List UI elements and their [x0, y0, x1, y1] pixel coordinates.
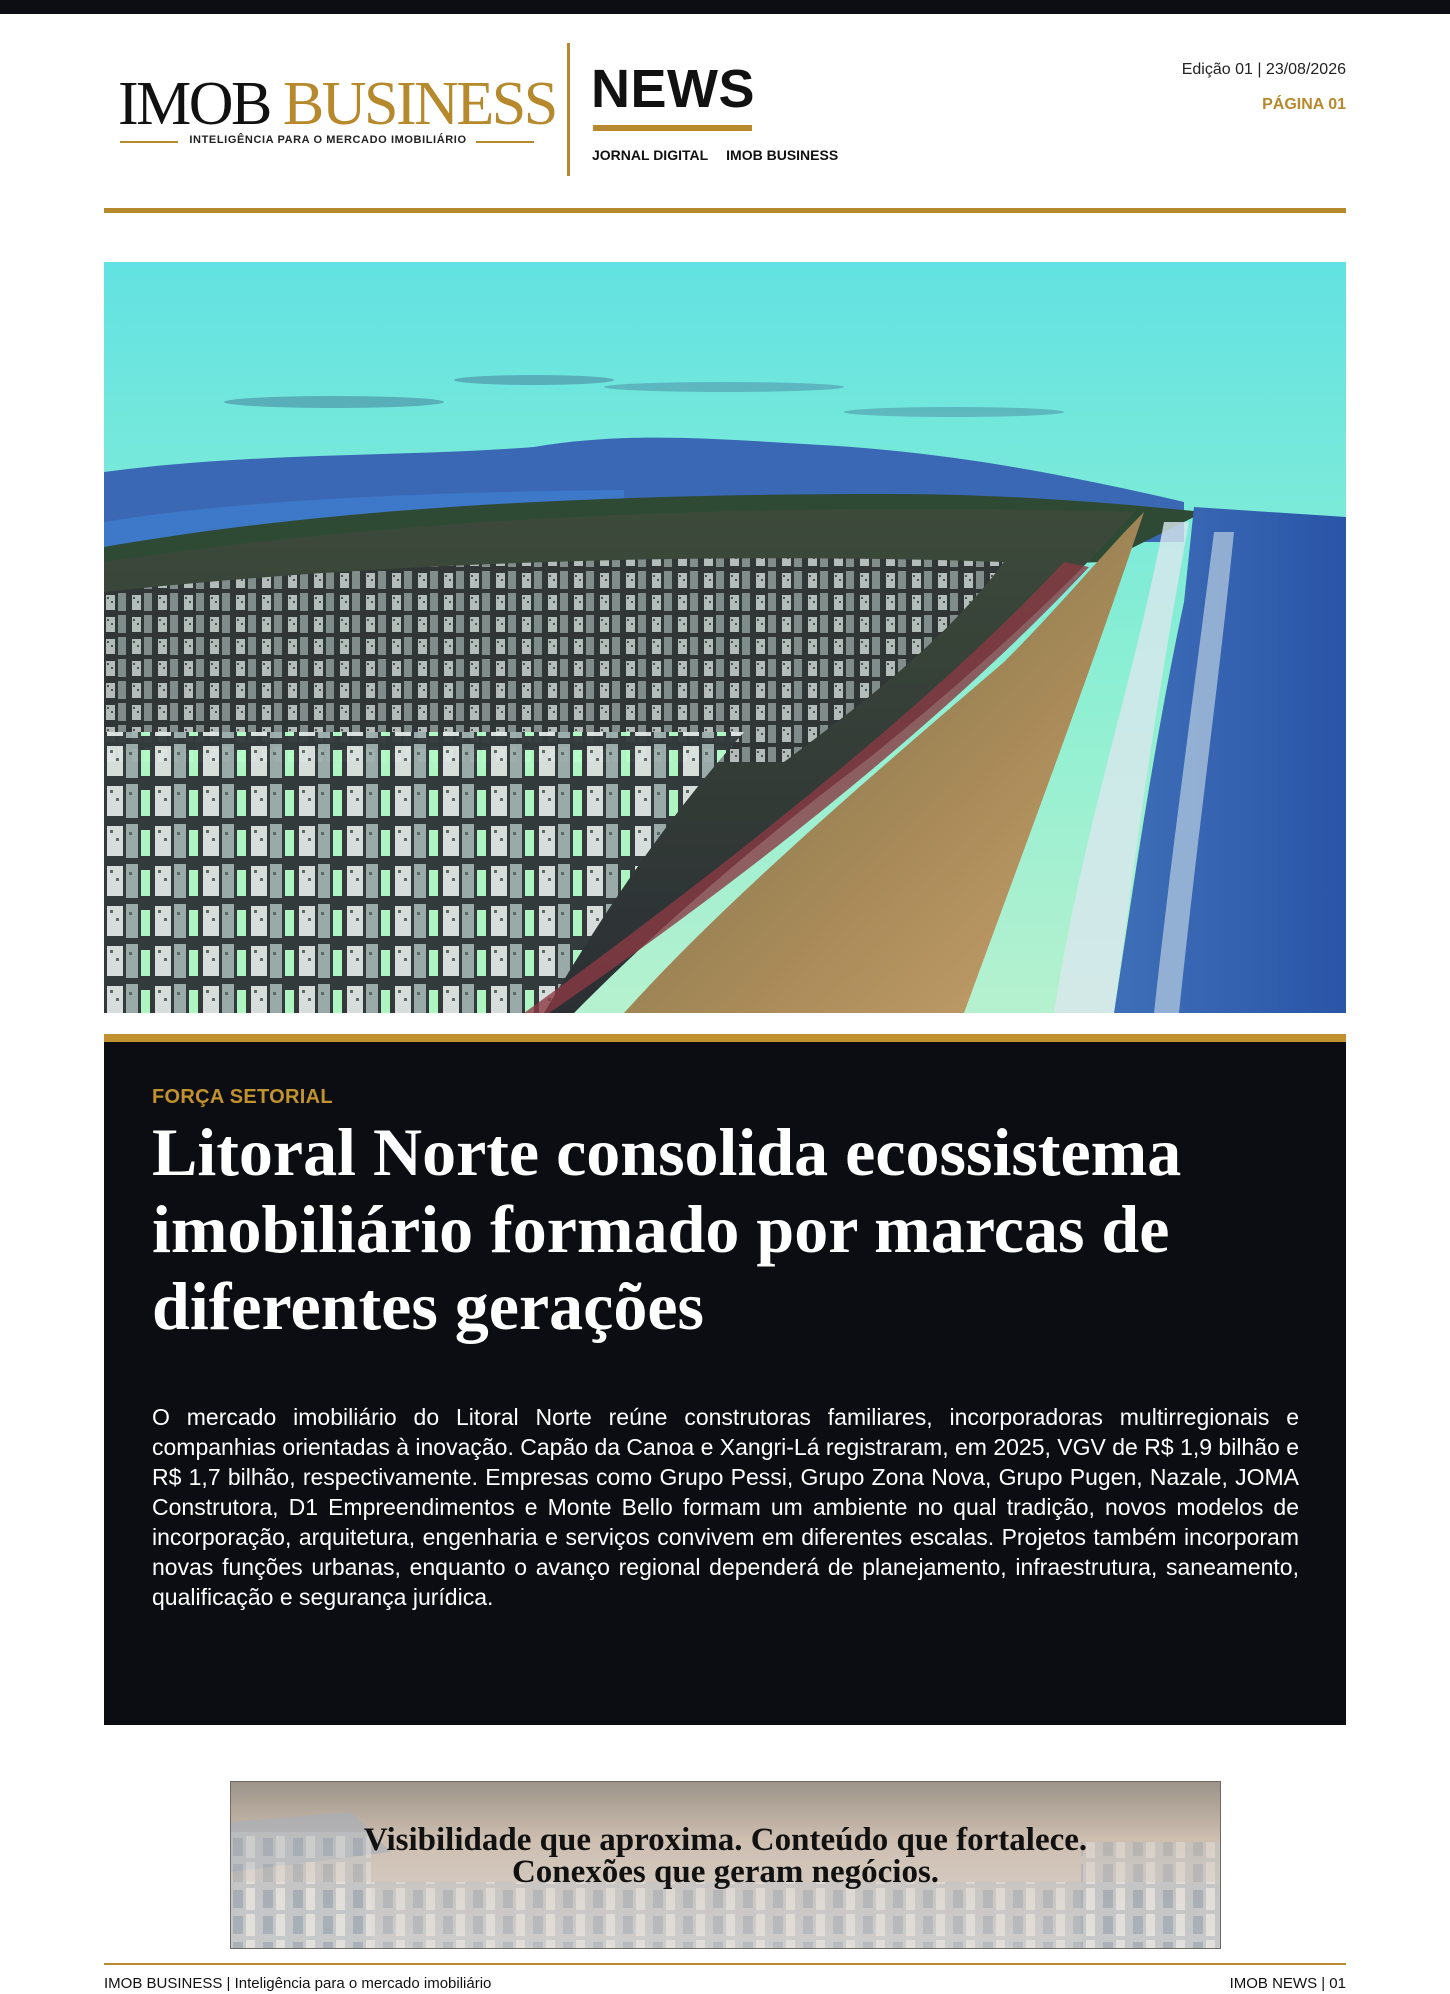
article-kicker: FORÇA SETORIAL — [152, 1086, 333, 1108]
article-panel — [104, 1042, 1346, 1725]
top-bar — [0, 0, 1450, 14]
section-title: NEWS — [591, 59, 755, 119]
hero-aerial-city-image — [104, 262, 1346, 1013]
edition-date: Edição 01 | 23/08/2026 — [1181, 61, 1346, 78]
masthead-divider — [567, 43, 570, 176]
section-title-underline — [593, 125, 752, 131]
logo-business-text: BUSINESS — [282, 70, 556, 138]
logo-tagline-line-left — [120, 141, 178, 143]
article-gold-strip — [104, 1034, 1346, 1042]
page-number-label: PÁGINA 01 — [1262, 96, 1346, 113]
banner-slogan-line-2: Conexões que geram negócios. — [511, 1854, 940, 1890]
banner-slogan — [231, 1824, 1220, 1888]
article-headline: Litoral Norte consolida ecossistema imobiliário formado por marcas de diferentes gerações — [152, 1114, 1182, 1344]
footer-publication: IMOB BUSINESS | Inteligência para o mercado imobiliário — [104, 1975, 492, 1992]
footer-page-number: IMOB NEWS | 01 — [1229, 1975, 1346, 1992]
logo-tagline-row — [118, 132, 534, 150]
imob-business-logo — [118, 70, 556, 156]
masthead-rule — [104, 208, 1346, 213]
logo-tagline: INTELIGÊNCIA PARA O MERCADO IMOBILIÁRIO — [189, 134, 467, 146]
logo-imob-text: IMOB — [118, 70, 270, 138]
banner-slogan-line-1: Visibilidade que aproxima. Conteúdo que fortalece. — [363, 1822, 1088, 1858]
article-body: O mercado imobiliário do Litoral Norte reúne construtoras familiares, incorporadoras multirregionais e companhias orientadas à inovação. Capão da Canoa e Xangri-Lá registraram, em 2025, VGV de R$ 1,9 bilhão e R$ 1,7 bilhão, respectivamente. Empresas como Grupo Pessi, Grupo Zona Nova, Grupo Pugen, Nazale, JOMA Construtora, D1 Empreendimentos e Monte Bello formam um ambiente no qual tradição, novos modelos de incorporação, arquitetura, engenharia e serviços convivem em diferentes escalas. Projetos também incorporam novas funções urbanas, enquanto o avanço regional dependerá de planejamento, infraestrutura, saneamento, qualificação e segurança jurídica. — [152, 1404, 1299, 1610]
logo-tagline-line-right — [476, 141, 534, 143]
footer-rule — [104, 1963, 1346, 1965]
masthead-subtitle — [592, 147, 856, 163]
promo-banner — [230, 1781, 1221, 1949]
logo-wordmark — [118, 72, 556, 136]
subtitle-imob-business: IMOB BUSINESS — [726, 147, 839, 163]
subtitle-jornal-digital: JORNAL DIGITAL — [592, 147, 709, 163]
